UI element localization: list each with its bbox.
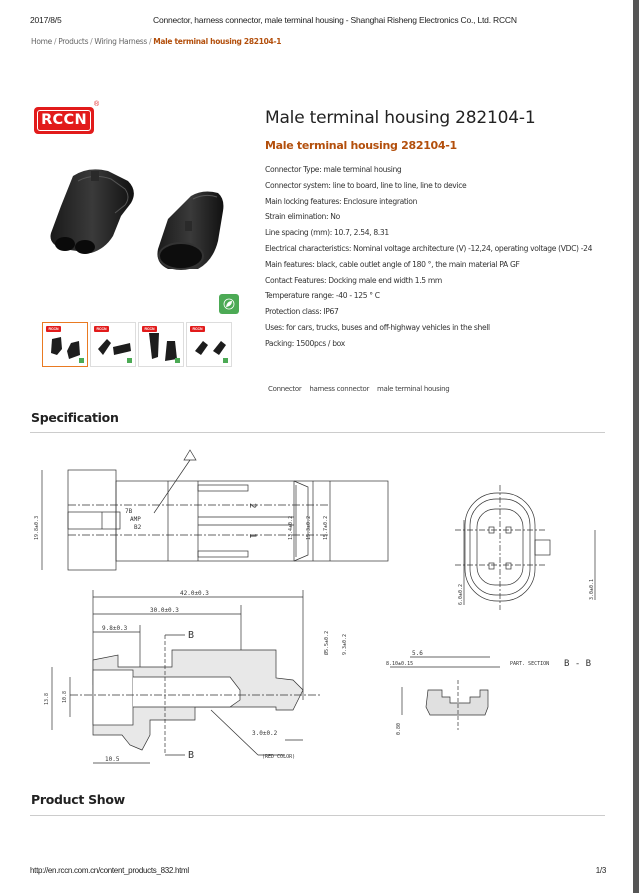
- thumbnail-badge: [127, 358, 132, 363]
- spec-item: Strain elimination: No: [265, 212, 340, 222]
- section-marker-b-top: B: [188, 630, 195, 641]
- dim-3-0: 3.0±0.2: [252, 730, 278, 737]
- thumbnail-strip: [42, 322, 232, 367]
- tag-list: [268, 385, 455, 393]
- end-view-labels: [458, 579, 595, 605]
- pin-label-2: 2: [247, 503, 257, 509]
- tag-connector[interactable]: Connector: [268, 385, 302, 393]
- section-marker-b-bottom: B: [188, 750, 195, 761]
- section-label: PART. SECTION: [510, 661, 550, 667]
- dim-10-8: 10.8: [62, 690, 68, 703]
- section-divider: [30, 432, 605, 433]
- dim-5-6: 5.6: [412, 650, 423, 657]
- dim-42: 42.0±0.3: [180, 590, 209, 597]
- label-b2: B2: [134, 524, 142, 531]
- dim-10-5: 10.5: [105, 756, 120, 763]
- breadcrumb-separator: /: [90, 37, 93, 46]
- dim-15-3: 15.3±0.2: [306, 515, 312, 540]
- section-b-b: [390, 657, 500, 730]
- breadcrumb-products[interactable]: Products: [58, 37, 89, 46]
- spec-item: Temperature range: -40 - 125 ° C: [265, 291, 380, 301]
- spec-item: Electrical characteristics: Nominal voltage architecture (V) -12,24, operating voltage (VDC) -24: [265, 243, 593, 253]
- thumbnail-badge: [223, 358, 228, 363]
- thumbnail-logo: RCCN: [142, 326, 157, 332]
- page-number: 1/3: [595, 866, 606, 875]
- thumbnail-logo: RCCN: [190, 326, 205, 332]
- spec-list: [265, 162, 605, 352]
- tag-male-terminal-housing[interactable]: male terminal housing: [377, 385, 450, 393]
- thumbnail-3[interactable]: [138, 322, 184, 367]
- end-view: [455, 485, 595, 610]
- top-view-labels: [34, 503, 329, 540]
- thumbnail-logo: RCCN: [94, 326, 109, 332]
- dim-3-0-end: 3.0±0.1: [589, 578, 595, 600]
- section-b-b-labels: [386, 650, 591, 735]
- pin-label-1: 1: [247, 533, 257, 539]
- eco-badge: [219, 294, 239, 314]
- thumbnail-1[interactable]: [42, 322, 88, 367]
- logo-text: RCCN: [37, 110, 91, 131]
- breadcrumb-home[interactable]: Home: [31, 37, 52, 46]
- dim-9-8: 9.8±0.3: [102, 625, 128, 632]
- right-connector-shape: [157, 192, 223, 269]
- red-color-note: (RED COLOR): [262, 754, 296, 760]
- product-details: [265, 106, 605, 352]
- thumbnail-logo: RCCN: [46, 326, 61, 332]
- left-connector-shape: [51, 169, 134, 254]
- thumbnail-badge: [175, 358, 180, 363]
- dim-13-4: 13.4±0.2: [288, 515, 294, 540]
- breadcrumb-separator: /: [53, 37, 57, 46]
- scrollbar[interactable]: [633, 0, 639, 893]
- dim-9-3: 9.3±0.2: [342, 633, 348, 655]
- main-product-image[interactable]: [33, 141, 243, 291]
- print-page-title: Connector, harness connector, male terminal housing - Shanghai Risheng Electronics Co., Ltd. RCCN: [153, 15, 517, 25]
- rccn-logo: [34, 107, 94, 134]
- page-url: http://en.rccn.com.cn/content_products_832.html: [30, 866, 189, 875]
- thumbnail-4[interactable]: [186, 322, 232, 367]
- dim-8-10: 8.10±0.15: [386, 661, 414, 667]
- spec-item: Connector system: line to board, line to line, line to device: [265, 180, 467, 190]
- print-date: 2017/8/5: [30, 15, 62, 25]
- breadcrumb-separator: /: [148, 37, 152, 46]
- print-header: [30, 15, 609, 27]
- top-view: [42, 450, 388, 570]
- spec-item: Contact Features: Docking male end width 1.5 mm: [265, 275, 442, 285]
- breadcrumb: [31, 37, 281, 46]
- dim-30: 30.0±0.3: [150, 607, 179, 614]
- product-title: Male terminal housing 282104-1: [265, 108, 536, 128]
- thumbnail-badge: [79, 358, 84, 363]
- spec-item: Protection class: IP67: [265, 307, 339, 317]
- spec-item: Main features: black, cable outlet angle of 180 °, the main material PA GF: [265, 259, 520, 269]
- dim-6-0: 6.0±0.2: [458, 583, 464, 605]
- product-subtitle: Male terminal housing 282104-1: [265, 139, 457, 152]
- label-7b: 7B: [125, 508, 133, 515]
- spec-item: Connector Type: male terminal housing: [265, 165, 402, 174]
- spec-item: Packing: 1500pcs / box: [265, 338, 345, 348]
- thumbnail-2[interactable]: [90, 322, 136, 367]
- registered-mark-icon: ®: [94, 101, 100, 108]
- side-section-view: [52, 590, 320, 763]
- label-amp: AMP: [130, 516, 141, 523]
- specification-heading: Specification: [31, 410, 119, 425]
- spec-item: Uses: for cars, trucks, buses and off-highway vehicles in the shell: [265, 322, 490, 332]
- section-divider: [30, 815, 605, 816]
- dim-15-7: 15.7±0.2: [323, 515, 329, 540]
- technical-drawing: [30, 445, 610, 775]
- spec-item: Line spacing (mm): 10.7, 2.54, 8.31: [265, 228, 389, 238]
- spec-item: Main locking features: Enclosure integration: [265, 196, 418, 206]
- breadcrumb-wiring-harness[interactable]: Wiring Harness: [94, 37, 147, 46]
- dim-13-8: 13.8: [44, 692, 50, 705]
- breadcrumb-current: Male terminal housing 282104-1: [153, 37, 282, 46]
- leaf-icon: [223, 298, 235, 310]
- tag-harness-connector[interactable]: harness connector: [309, 385, 370, 393]
- section-name: B - B: [564, 659, 592, 669]
- dim-0-80: 0.80: [396, 722, 402, 735]
- dim-19-8: 19.8±0.3: [34, 515, 40, 540]
- product-show-heading: Product Show: [31, 792, 125, 807]
- dim-5-5: Ø5.5±0.2: [324, 630, 330, 655]
